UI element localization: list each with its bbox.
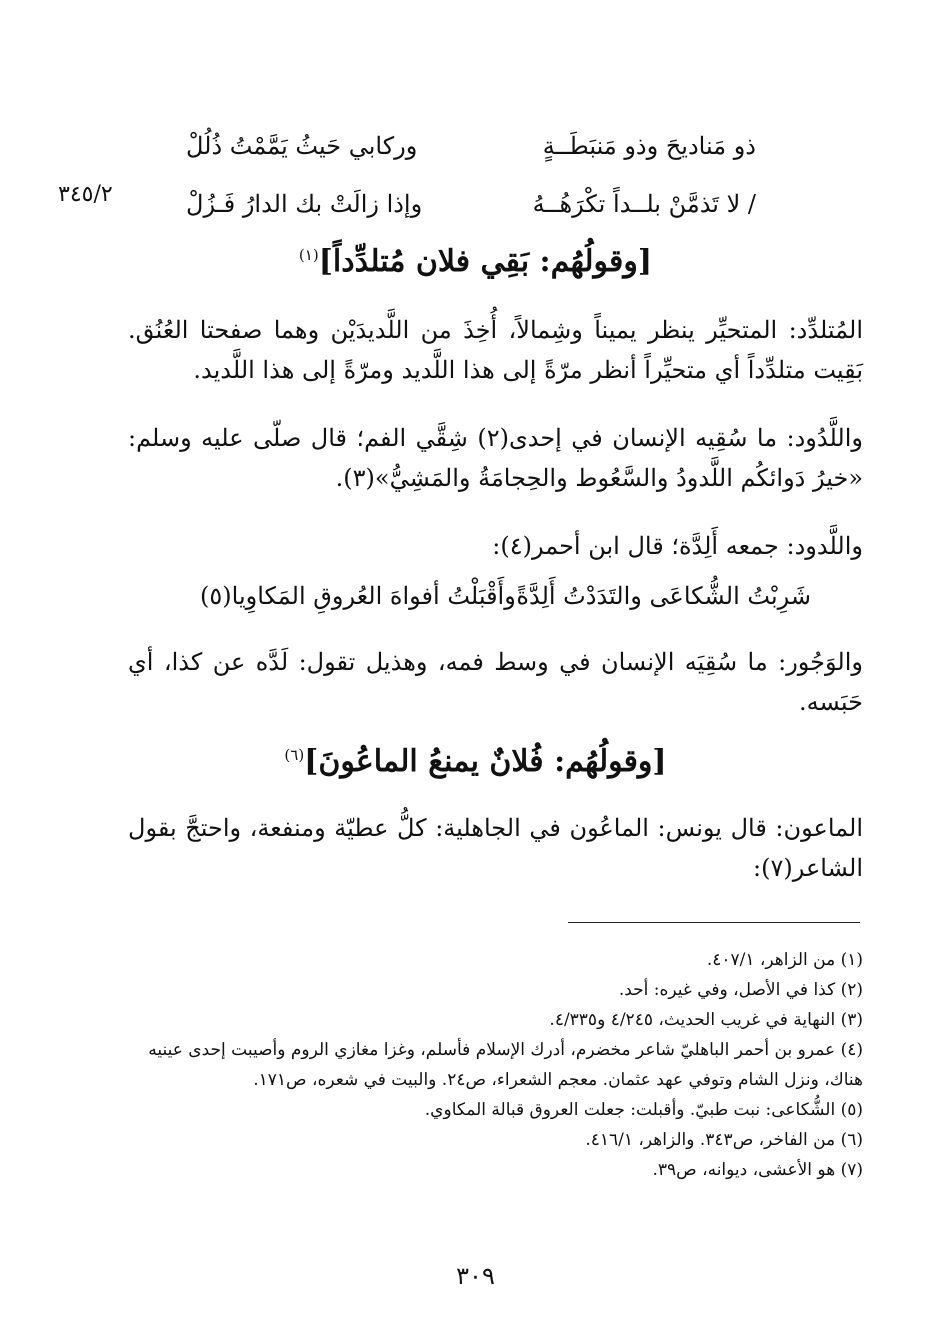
verse-first-hemistich: شَرِبْتُ الشُّكاعَى والتَدَدْتُ أَلِدَّةً <box>516 582 811 610</box>
paragraph-mutaladdid-definition: المُتلدِّد: المتحيِّر ينظر يميناً وشِمالاً، أُخِذَ من اللَّديدَيْن وهما صفحتا العُنُق. بَقِيت متلدِّداً أي متحيِّراً أنظر مرّةً إلى هذا اللَّديد ومرّةً إلى هذا اللَّديد. <box>128 316 863 384</box>
opening-verse-2 <box>186 190 756 230</box>
footnote: (٦) من الفاخر، ص٣٤٣. والزاهر، ٤١٦/١. <box>585 1130 863 1150</box>
paragraph-ladud-plural: واللَّدود: جمعه أَلِدَّة؛ قال ابن أحمر(٤): <box>492 532 863 560</box>
footnotes <box>120 945 863 1185</box>
paragraph-ladud-definition: واللَّدُود: ما سُقِيه الإنسان في إحدى(٢) شِقَّي الفم؛ قال صلّى عليه وسلم: «خيرُ دَوائكُم اللَّدودُ والسَّعُوط والحِجامَةُ والمَشِيُّ»(٣). <box>128 424 863 492</box>
page-number: ٣٠٩ <box>456 1262 495 1290</box>
heading-footnote-ref: (٦) <box>284 746 305 764</box>
section-heading-maun <box>90 744 861 779</box>
footnote: (٤) عمرو بن أحمر الباهليّ شاعر مخضرم، أدرك الإسلام فأسلم، وغزا مغازي الروم وأصيبت إحدى عينيه هناك، ونزل الشام وتوفي عهد عثمان. معجم الشعراء، ص٢٤. والبيت في شعره، ص١٧١. <box>148 1040 863 1090</box>
verse-second-hemistich: وإذا زالَتْ بك الدارُ فَـزُلْ <box>186 190 423 218</box>
poem-verse-ibn-ahmar <box>200 582 811 622</box>
footnote: (٣) النهاية في غريب الحديث، ٤/٢٤٥ و٤/٣٣٥. <box>549 1010 863 1030</box>
verse-first-hemistich: / لا تَذمَّنْ بلــداً تكْرَهُــهُ <box>532 190 756 218</box>
verse-second-hemistich: وأَقْبَلْتُ أفواهَ العُروقِ المَكاوِيا(٥) <box>200 582 516 610</box>
heading-text: [وقولُهُم: بَقِي فلان مُتلدِّداً] <box>318 244 653 279</box>
footnote: (٢) كذا في الأصل، وفي غيره: أحد. <box>618 980 863 1000</box>
heading-text: [وقولُهُم: فُلانٌ يمنعُ الماعُونَ] <box>304 744 667 779</box>
verse-first-hemistich: ذو مَناديحَ وذو مَنبَطَــةٍ <box>542 132 756 160</box>
footnote: (٥) الشُّكاعى: نبت طبيّ. وأقبلت: جعلت العروق قبالة المكاوي. <box>424 1100 863 1120</box>
verse-second-hemistich: وركابي حَيثُ يَمَّمْتُ ذُلُلْ <box>186 132 418 160</box>
paragraph-wajur-definition: والوَجُور: ما سُقِيَه الإنسان في وسط فمه، وهذيل تقول: لَدَّه عن كذا، أي حَبَسه. <box>128 648 863 716</box>
footnote: (٧) هو الأعشى، ديوانه، ص٣٩. <box>652 1160 863 1180</box>
footnote: (١) من الزاهر، ٤٠٧/١. <box>706 950 863 970</box>
section-heading-mutaladdid <box>90 244 861 279</box>
footnote-separator <box>568 922 860 923</box>
opening-verse-1 <box>186 132 756 172</box>
heading-footnote-ref: (١) <box>298 246 319 264</box>
original-page-reference: ٣٤٥/٢ <box>58 182 113 207</box>
paragraph-maun-definition: الماعون: قال يونس: الماعُون في الجاهلية: كلُّ عطيّة ومنفعة، واحتجَّ بقول الشاعر(٧): <box>128 814 864 882</box>
